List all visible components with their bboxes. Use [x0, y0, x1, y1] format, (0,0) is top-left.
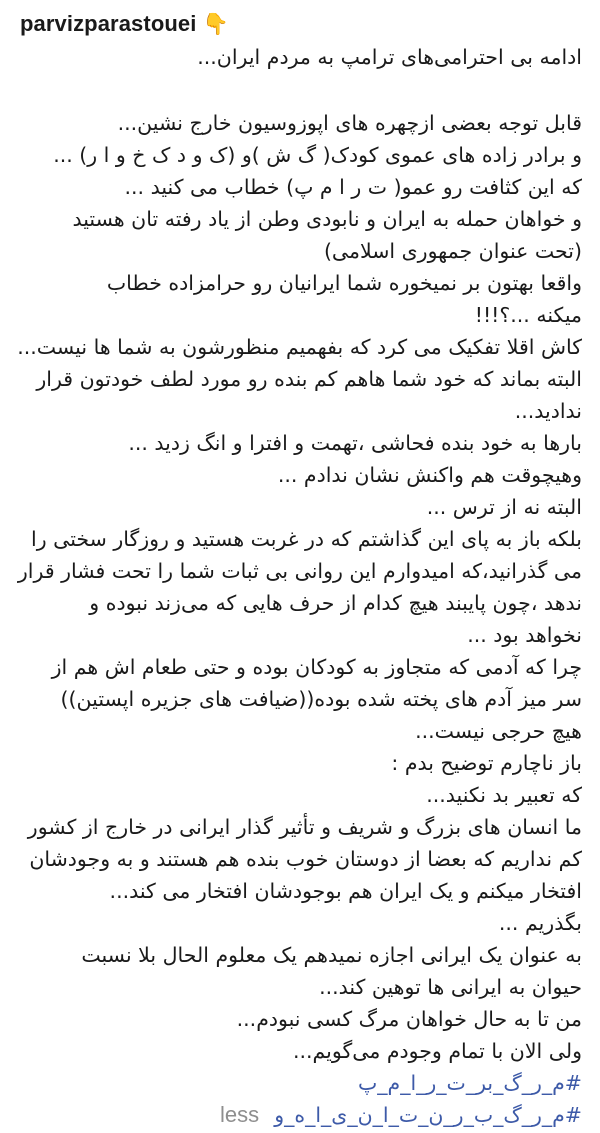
- caption-line: البته نه از ترس ...: [426, 495, 582, 519]
- caption-line: چرا که آدمی که متجاوز به کودکان بوده و حتی طعام اش هم از: [51, 655, 582, 679]
- caption-line: هیچ حرجی نیست...: [415, 719, 582, 743]
- caption-line: حیوان به ایرانی ها توهین کند...: [319, 975, 582, 999]
- hashtag-link[interactable]: #م_ر_گ_بر_ت_ر_ا_م_پ: [357, 1071, 582, 1095]
- caption-line: ادامه بی احترامی‌های ترامپ به مردم ایران...: [197, 45, 582, 69]
- caption-line: نخواهد بود ...: [467, 623, 582, 647]
- caption-line: کاش اقلا تفکیک می کرد که بفهمیم منظورشون به شما ها نیست...: [17, 335, 582, 359]
- caption-line: بارها به خود بنده فحاشی ،تهمت و افترا و انگ زدید ...: [128, 431, 582, 455]
- username-link[interactable]: parvizparastouei: [20, 11, 197, 36]
- caption-line: ما انسان های بزرگ و شریف و تأثیر گذار ایرانی در خارج از کشور: [27, 815, 582, 839]
- caption-text: [16, 41, 582, 1131]
- caption-line: من تا به حال خواهان مرگ کسی نبودم...: [236, 1007, 582, 1031]
- caption-line: افتخار میکنم و یک ایران هم بوجودشان افتخار می کند...: [109, 879, 582, 903]
- caption-line: بگذریم ...: [498, 911, 582, 935]
- caption-line: و برادر زاده های عموی کودک( گ ش )و (ک و د ک خ و ا ر) ...: [53, 143, 582, 167]
- caption-line: سر میز آدم های پخته شده بوده((ضیافت های جزیره اپستین)): [60, 687, 582, 711]
- caption-line: بلکه باز به پای این گذاشتم که در غربت هستید و روزگار سختی را: [31, 527, 582, 551]
- caption-line: که این کثافت رو عمو( ت ر ا م پ) خطاب می کنید ...: [124, 175, 582, 199]
- hashtag-link[interactable]: #م_ر_گ_ب_ر_ن_ت_ا_ن_ی_ا_ه_و: [274, 1103, 582, 1127]
- caption-line: ندادید...: [514, 399, 582, 423]
- caption-line: باز ناچارم توضیح بدم :: [391, 751, 582, 775]
- less-toggle[interactable]: less: [219, 1102, 260, 1127]
- caption-line: به عنوان یک ایرانی اجازه نمیدهم یک معلوم الحال بلا نسبت: [81, 943, 582, 967]
- caption-line: ولی الان با تمام وجودم می‌گویم...: [292, 1039, 582, 1063]
- hashtag-row-2: [16, 1099, 582, 1131]
- pointing-down-emoji: 👇: [202, 11, 229, 36]
- hashtag-row-1: [16, 1067, 582, 1099]
- caption-line: البته بماند که خود شما هاهم کم بنده رو مورد لطف خودتون قرار: [36, 367, 582, 391]
- post-header: [20, 8, 229, 40]
- caption-line: وهیچوقت هم واکنش نشان ندادم ...: [277, 463, 582, 487]
- caption-line: (تحت عنوان جمهوری اسلامی): [323, 239, 582, 263]
- caption-line: قابل توجه بعضی ازچهره های اپوزوسیون خارج نشین...: [117, 111, 582, 135]
- caption-blank-line: [16, 73, 582, 107]
- caption-line: ندهد ،چون پایبند هیچ کدام از حرف هایی که می‌زند نبوده و: [89, 591, 582, 615]
- caption-line: و خواهان حمله به ایران و نابودی وطن از یاد رفته تان هستید: [72, 207, 582, 231]
- caption-line: کم نداریم که بعضا از دوستان خوب بنده هم هستند و به وجودشان: [29, 847, 582, 871]
- caption-line: که تعبیر بد نکنید...: [426, 783, 582, 807]
- caption-line: میکنه ...؟!!!: [474, 303, 582, 327]
- caption-line: می گذرانید،که امیدوارم این روانی بی ثبات شما را تحت فشار قرار: [17, 559, 582, 583]
- caption-line: واقعا بهتون بر نمیخوره شما ایرانیان رو حرامزاده خطاب: [106, 271, 582, 295]
